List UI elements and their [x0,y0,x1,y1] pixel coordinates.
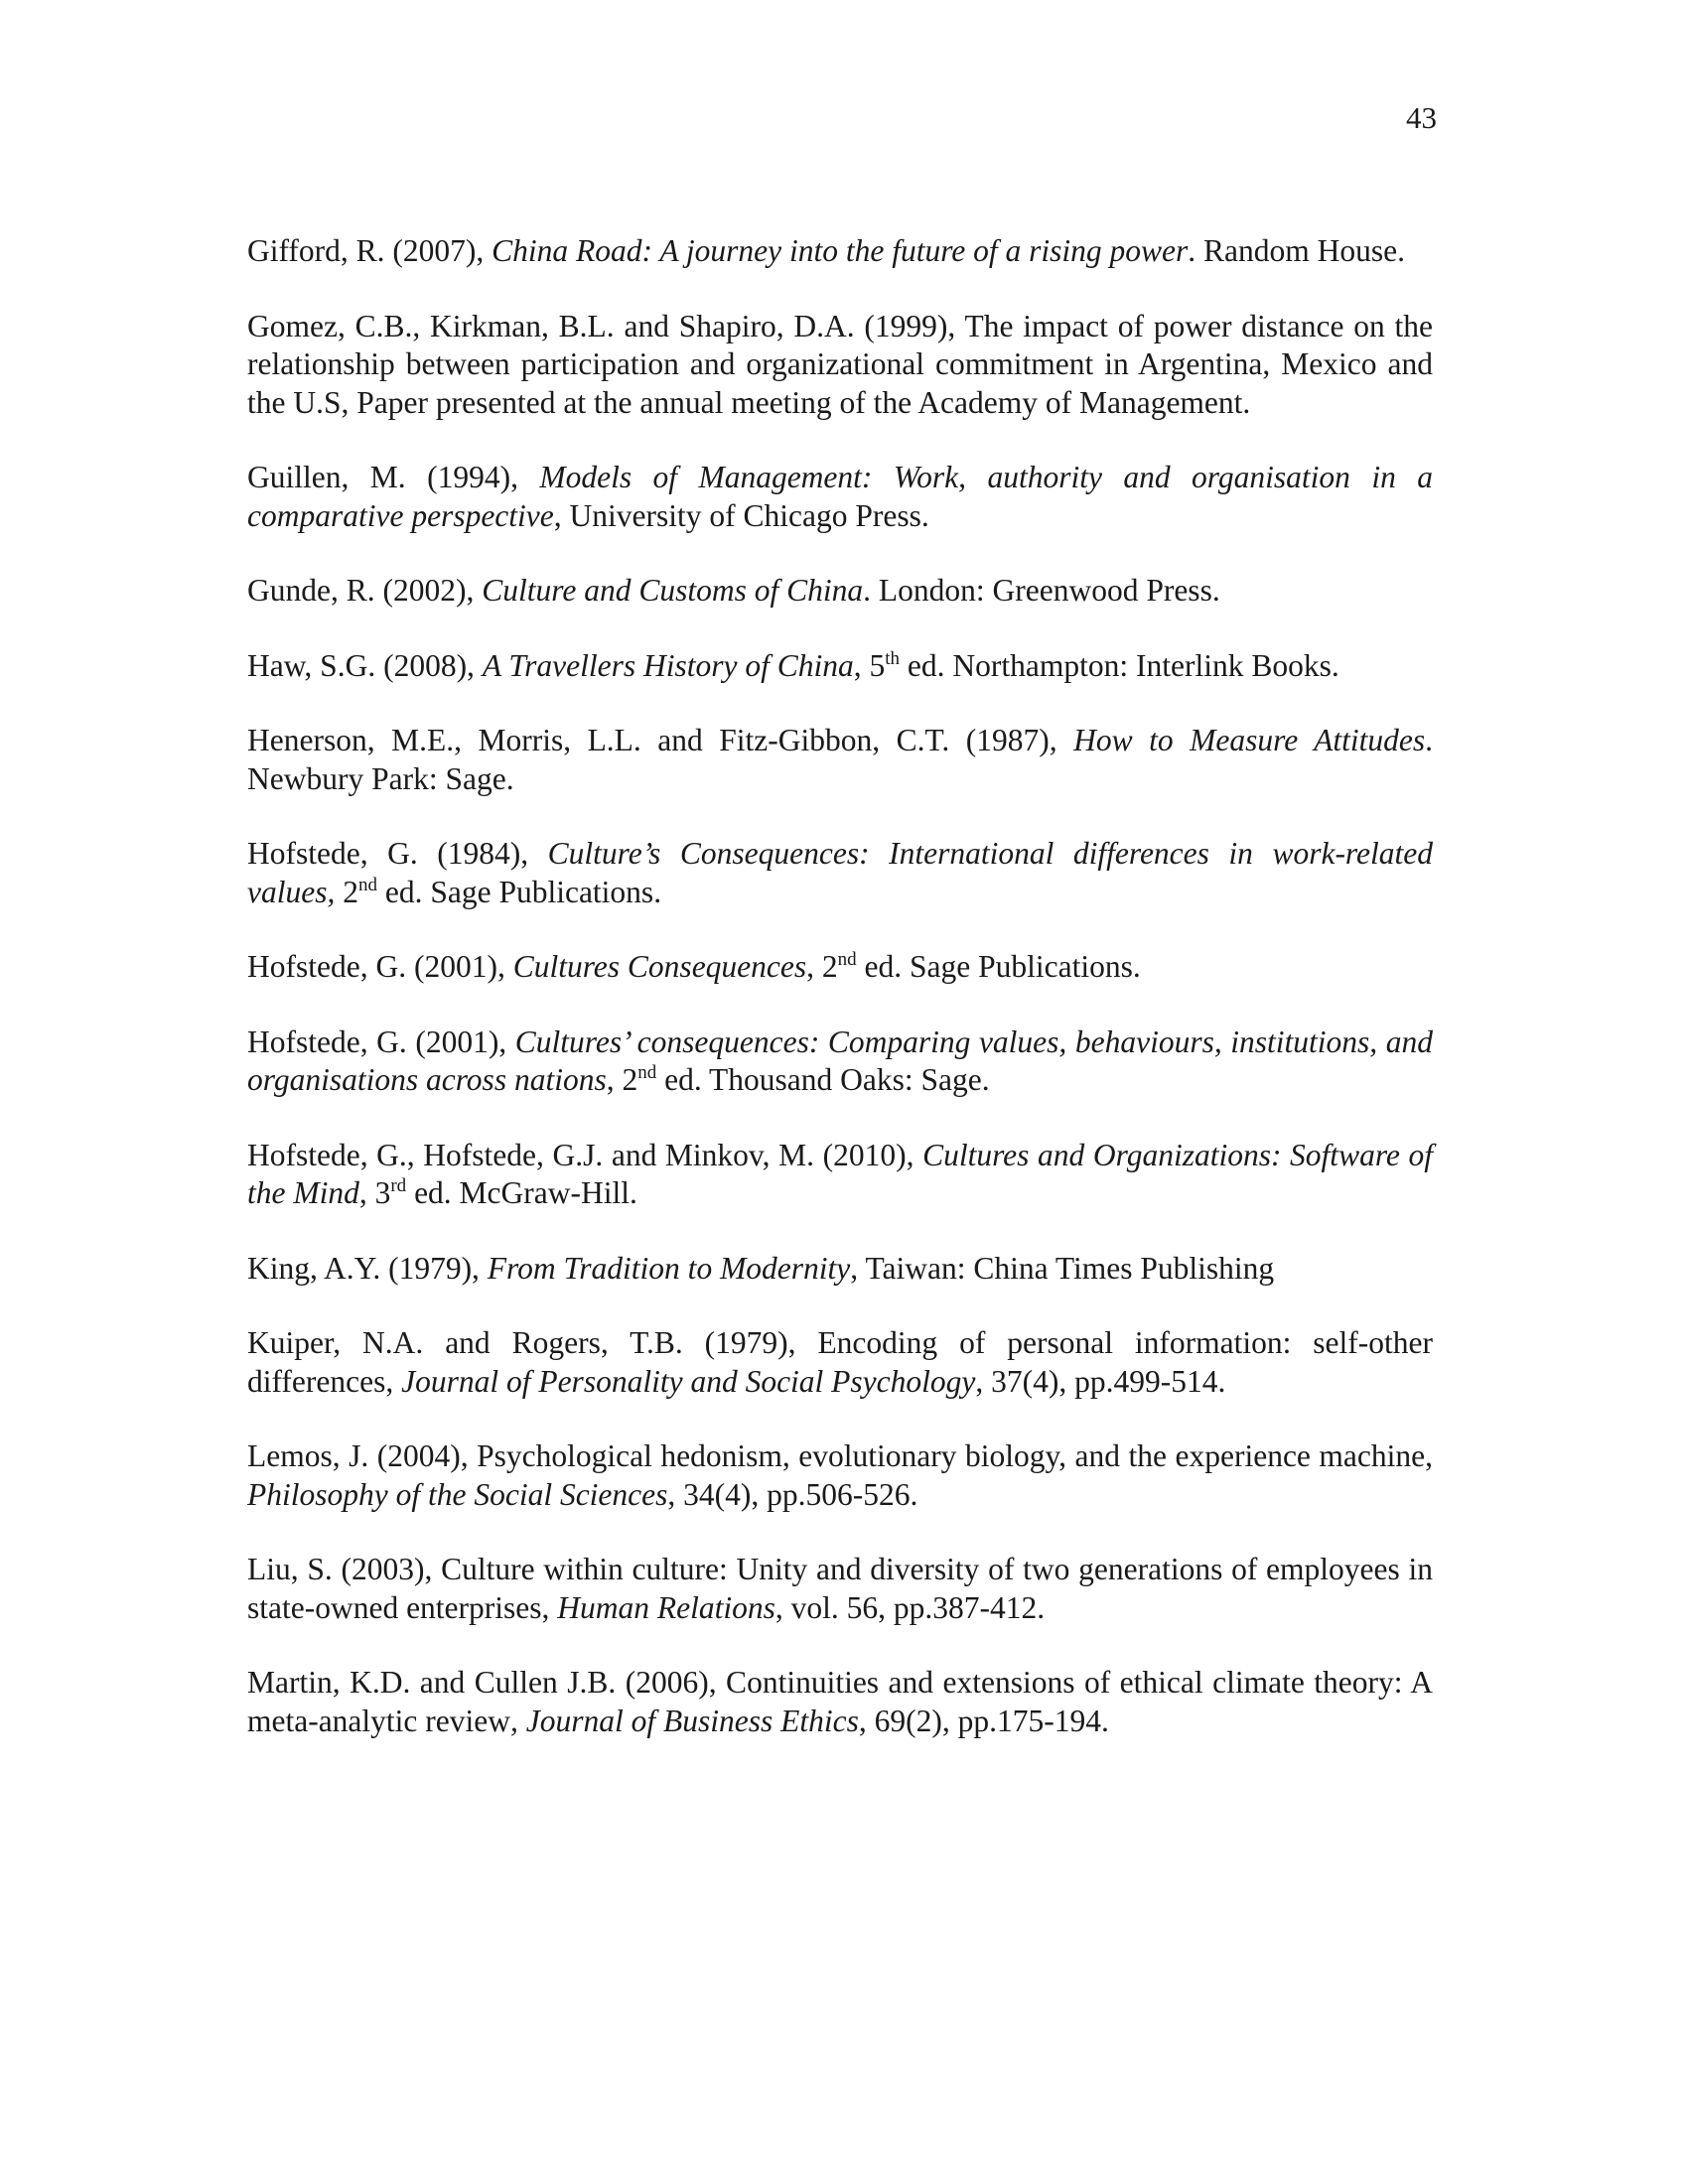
reference-entry [247,232,1433,271]
reference-entry [247,459,1433,535]
reference-title: Cultures Consequences [512,949,807,984]
reference-text: , 3 [358,1175,391,1210]
page-number: 43 [1406,100,1437,135]
reference-text: Henerson, M.E., Morris, L.L. and Fitz-Gibbon, C.T. (1987), [247,723,1074,757]
ordinal-superscript: nd [637,1062,657,1083]
reference-entry [247,835,1433,911]
reference-text: , 37(4), pp.499-514. [975,1363,1226,1399]
reference-text: Kuiper, N.A. and Rogers, T.B. (1979), Encoding of personal information: self-other differences, [247,1325,1433,1399]
reference-title: Journal of Personality and Social Psychology [401,1363,976,1399]
reference-text: . Newbury Park: Sage. [247,723,1433,796]
ordinal-superscript: th [885,647,901,669]
reference-text: , Taiwan: China Times Publishing [850,1250,1275,1286]
reference-text: Gunde, R. (2002), [247,573,483,608]
reference-entry [247,722,1433,798]
reference-text: Hofstede, G. (2001), [247,1024,515,1059]
reference-title: China Road: A journey into the future of a rising power [492,233,1189,268]
reference-title: A Travellers History of China [482,647,854,683]
reference-text: , University of Chicago Press. [553,497,929,533]
reference-text: Guillen, M. (1994), [247,460,540,494]
reference-text: Hofstede, G., Hofstede, G.J. and Minkov, M. (2010), [247,1137,923,1172]
reference-title: Cultures and Organizations: Software of the Mind [247,1137,1433,1210]
reference-text: Martin, K.D. and Cullen J.B. (2006), Continuities and extensions of ethical climate theory: A meta-analytic review [247,1665,1433,1738]
reference-text: Liu, S. (2003), Culture within culture: Unity and diversity of two generations of employees in state-owned enterprises, [247,1552,1433,1625]
ordinal-superscript: nd [837,949,857,970]
reference-entry [247,948,1433,987]
reference-text: , 2 [806,949,838,984]
reference-title: Models of Management: Work, authority and organisation in a comparative perspective [247,460,1433,533]
reference-entry [247,1437,1433,1514]
reference-entry [247,647,1433,686]
reference-text: , 34(4), pp.506-526. [667,1476,918,1512]
reference-entry [247,1324,1433,1401]
reference-text: , 2 [606,1062,638,1097]
reference-title: Human Relations [557,1589,775,1625]
reference-text: ed. Northampton: Interlink Books. [900,647,1339,683]
reference-entry [247,308,1433,423]
reference-entry [247,1551,1433,1627]
reference-text: ed. Thousand Oaks: Sage. [656,1062,990,1097]
reference-text: ed. Sage Publications. [376,874,662,909]
reference-text: . Random House. [1188,233,1406,268]
reference-text: Hofstede, G. (1984), [247,836,548,871]
reference-entry [247,572,1433,611]
reference-text: , 5 [853,647,886,683]
ordinal-superscript: nd [357,874,377,895]
reference-text: Lemos, J. (2004), Psychological hedonism, evolutionary biology, and the experience machine, [247,1438,1433,1473]
reference-text: 2 [335,874,358,909]
reference-text: , vol. 56, pp.387-412. [774,1589,1046,1625]
reference-text: . London: Greenwood Press. [863,573,1220,608]
reference-entry [247,1024,1433,1100]
reference-text: Haw, S.G. (2008), [247,647,483,683]
reference-text: Gomez, C.B., Kirkman, B.L. and Shapiro, D.A. (1999), The impact of power distance on the relationship between participation and organizational commitment in Argentina, Mexico and the U.S, Paper presented at the annual meeting of the Academy of Management. [247,308,1433,420]
ordinal-superscript: rd [390,1175,407,1196]
reference-title: How to Measure Attitudes [1073,723,1426,757]
reference-text: ed. McGraw-Hill. [406,1175,637,1210]
reference-entry [247,1664,1433,1740]
reference-text: ed. Sage Publications. [856,949,1141,984]
reference-title: Cultures’ consequences: Comparing values, behaviours, institutions, and organisations across nations [247,1024,1433,1097]
reference-list [247,232,1433,1777]
reference-title: Culture and Customs of China [482,573,864,608]
reference-text: Gifford, R. (2007), [247,233,492,268]
reference-entry [247,1137,1433,1213]
reference-title: From Tradition to Modernity [487,1250,851,1286]
reference-title: , Journal of Business Ethics [509,1703,859,1738]
reference-title: Culture’s Consequences: International differences in work-related values, [247,836,1433,909]
reference-title: Philosophy of the Social Sciences [247,1476,668,1512]
reference-text: , 69(2), pp.175-194. [858,1703,1109,1738]
reference-text: King, A.Y. (1979), [247,1250,488,1286]
reference-entry [247,1250,1433,1289]
reference-text: Hofstede, G. (2001), [247,949,513,984]
